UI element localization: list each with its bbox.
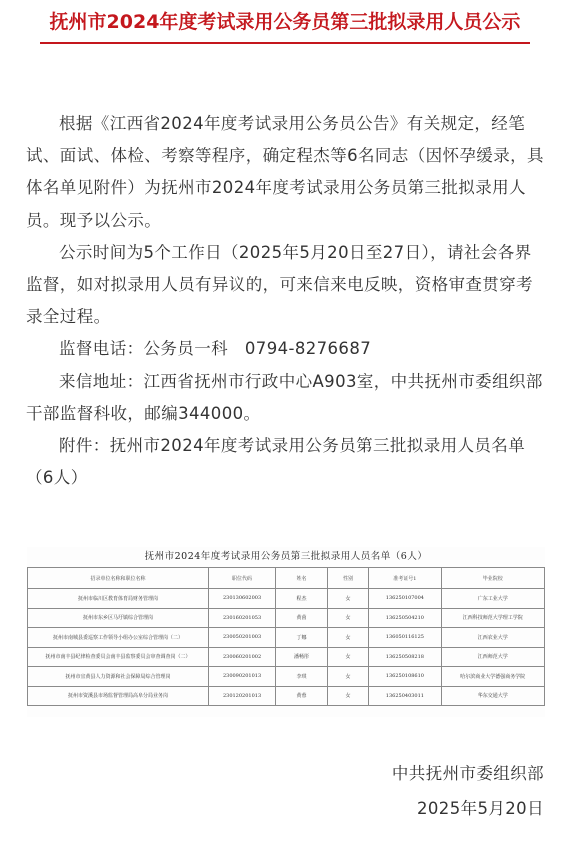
cell-school: 江西科技师范大学理工学院 xyxy=(441,608,544,628)
table-row xyxy=(28,686,545,706)
header-name: 姓名 xyxy=(276,568,328,589)
cell-school: 江西师范大学 xyxy=(441,647,544,667)
table-row xyxy=(28,608,545,628)
cell-unit: 抚州市资溪县市场监督管理局高阜分局业务岗 xyxy=(28,686,209,706)
cell-school: 江西农业大学 xyxy=(441,628,544,648)
cell-ticket: 136050116125 xyxy=(369,628,441,648)
cell-school: 华东交通大学 xyxy=(441,686,544,706)
cell-name: 丁娜 xyxy=(276,628,328,648)
cell-name: 潘畅彤 xyxy=(276,647,328,667)
cell-gender: 女 xyxy=(327,647,368,667)
issuer-name: 中共抚州市委组织部 xyxy=(391,764,544,783)
table-row xyxy=(28,628,545,648)
cell-code: 230160201053 xyxy=(208,608,275,628)
cell-unit: 抚州市宜黄县人力资源和社会保障局综合管理岗 xyxy=(28,667,209,687)
cell-school: 广东工业大学 xyxy=(441,589,544,609)
cell-school: 哈尔滨商业大学德强商务学院 xyxy=(441,667,544,687)
paragraph-period: 公示时间为5个工作日（2025年5月20日至27日），请社会各界监督，如对拟录用人员有异议的，可来信来电反映，资格审查贯穿考录全过程。 xyxy=(26,242,533,327)
cell-gender: 女 xyxy=(327,589,368,609)
table-header-row xyxy=(28,568,545,589)
title-divider xyxy=(40,42,530,44)
cell-ticket: 136250508218 xyxy=(369,647,441,667)
table-row xyxy=(28,667,545,687)
cell-ticket: 136250108610 xyxy=(369,667,441,687)
header-gender: 性别 xyxy=(327,568,368,589)
table-caption: 抚州市2024年度考试录用公务员第三批拟录用人员名单（6人） xyxy=(144,551,428,562)
candidate-table xyxy=(27,567,545,706)
paragraph-attachment: 附件：抚州市2024年度考试录用公务员第三批拟录用人员名单（6人） xyxy=(26,436,526,488)
page-title: 抚州市2024年度考试录用公务员第三批拟录用人员公示 xyxy=(49,11,521,33)
cell-unit: 抚州市南丰县纪律检查委员会南丰县监察委员会审查调查岗（二） xyxy=(28,647,209,667)
paragraph-phone: 监督电话：公务员一科 0794-8276687 xyxy=(59,339,372,359)
cell-code: 230120201013 xyxy=(208,686,275,706)
paragraph-basis: 根据《江西省2024年度考试录用公务员公告》有关规定，经笔试、面试、体检、考察等程序，确定程杰等6名同志（因怀孕缓录，具体名单见附件）为抚州市2024年度考试录用公务员第三批拟录用人员。现予以公示。 xyxy=(26,114,544,230)
cell-gender: 女 xyxy=(327,667,368,687)
cell-ticket: 136250403011 xyxy=(369,686,441,706)
header-code: 职位代码 xyxy=(208,568,275,589)
table-row xyxy=(28,589,545,609)
cell-ticket: 136250107004 xyxy=(369,589,441,609)
cell-unit: 抚州市南城县委巡察工作领导小组办公室综合管理岗（二） xyxy=(28,628,209,648)
paragraph-address: 来信地址：江西省抚州市行政中心A903室，中共抚州市委组织部干部监督科收，邮编344000。 xyxy=(26,371,543,423)
cell-gender: 女 xyxy=(327,628,368,648)
table-row xyxy=(28,647,545,667)
cell-code: 230130602003 xyxy=(208,589,275,609)
cell-name: 程杰 xyxy=(276,589,328,609)
cell-unit: 抚州市东乡区马圩镇综合管理岗 xyxy=(28,608,209,628)
cell-code: 230050201003 xyxy=(208,628,275,648)
cell-code: 230060201002 xyxy=(208,647,275,667)
candidate-list-image xyxy=(27,547,545,717)
cell-name: 黄蓉 xyxy=(276,686,328,706)
notice-body xyxy=(26,108,546,494)
cell-gender: 女 xyxy=(327,686,368,706)
header-ticket: 准考证号1 xyxy=(369,568,441,589)
cell-name: 李琪 xyxy=(276,667,328,687)
header-unit: 招录单位名称和职位名称 xyxy=(28,568,209,589)
cell-ticket: 136250504210 xyxy=(369,608,441,628)
cell-code: 230090201013 xyxy=(208,667,275,687)
issue-date: 2025年5月20日 xyxy=(417,799,544,818)
cell-name: 黄茵 xyxy=(276,608,328,628)
cell-unit: 抚州市临川区教育体育局财务管理岗 xyxy=(28,589,209,609)
header-school: 毕业院校 xyxy=(441,568,544,589)
cell-gender: 女 xyxy=(327,608,368,628)
